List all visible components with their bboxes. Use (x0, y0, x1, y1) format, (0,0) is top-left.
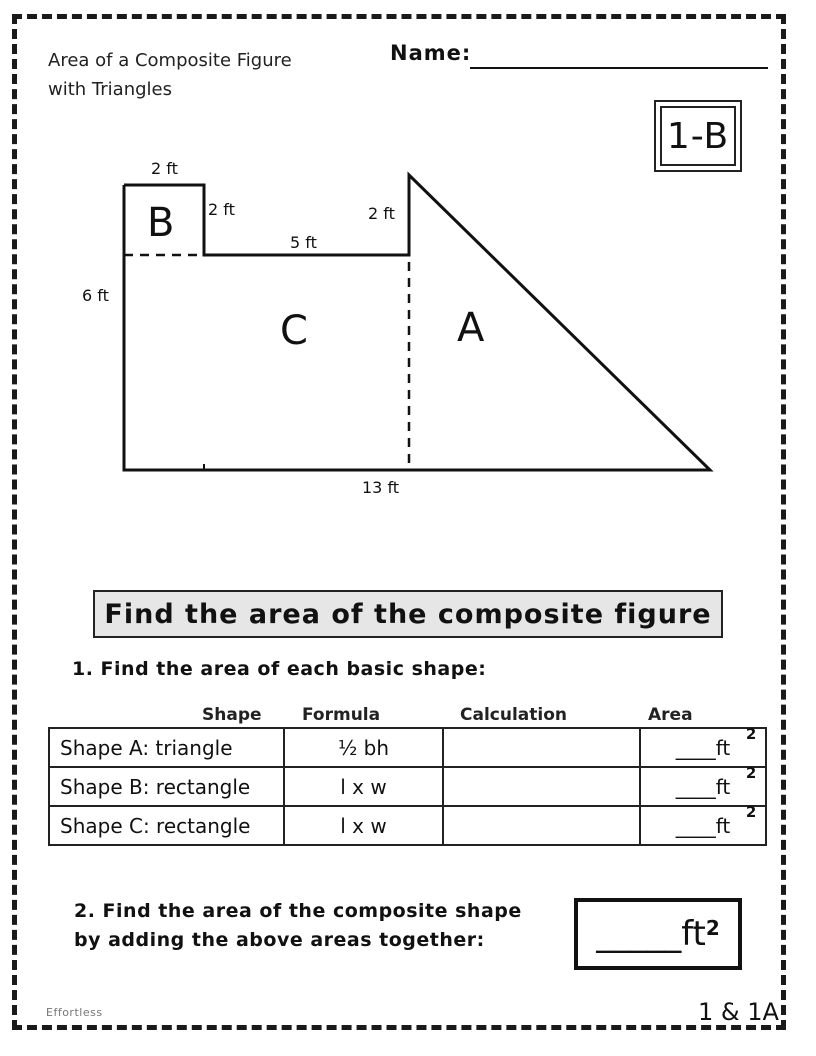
area-exponent: 2 (745, 724, 757, 743)
col-header-area: Area (648, 705, 693, 725)
name-label: Name: (390, 41, 472, 65)
shape-cell: Shape C: rectangle (49, 806, 284, 845)
area-blank: ____ft (675, 774, 731, 799)
shapes-table (48, 724, 767, 846)
table-row (49, 767, 766, 806)
col-header-shape: Shape (202, 705, 262, 725)
area-cell[interactable] (640, 763, 766, 806)
step-2-line-2: by adding the above areas together: (74, 929, 485, 951)
figure-outline (124, 175, 710, 470)
col-header-calculation: Calculation (460, 705, 567, 725)
formula-cell: l x w (284, 806, 443, 845)
step-1-text: 1. Find the area of each basic shape: (72, 658, 487, 680)
area-cell[interactable] (640, 724, 766, 767)
dim-b-right: 2 ft (208, 200, 235, 219)
formula-cell: l x w (284, 767, 443, 806)
footer-brand: Effortless (46, 1006, 103, 1019)
dim-left: 6 ft (82, 286, 109, 305)
shape-b-label: B (147, 200, 175, 246)
area-blank: ____ft (675, 813, 731, 838)
dim-a-left: 2 ft (368, 204, 395, 223)
footer-page-label: 1 & 1A (698, 998, 779, 1026)
dim-c-top: 5 ft (290, 233, 317, 252)
calculation-cell[interactable] (443, 767, 640, 806)
shape-cell: Shape B: rectangle (49, 767, 284, 806)
title-line-2: with Triangles (48, 79, 172, 100)
step-2-line-1: 2. Find the area of the composite shape (74, 900, 522, 922)
area-blank: ____ft (675, 735, 731, 760)
area-exponent: 2 (745, 802, 757, 821)
shape-cell: Shape A: triangle (49, 728, 284, 767)
total-area-blank: _____ft (596, 914, 706, 954)
table-row (49, 806, 766, 845)
total-area-exponent: 2 (705, 916, 720, 940)
col-header-formula: Formula (302, 705, 381, 725)
shape-a-label: A (457, 305, 485, 351)
area-exponent: 2 (745, 763, 757, 782)
area-cell[interactable] (640, 802, 766, 845)
table-row (49, 728, 766, 767)
calculation-cell[interactable] (443, 728, 640, 767)
version-label: 1-B (660, 106, 736, 166)
shape-c-label: C (280, 308, 308, 354)
title-line-1: Area of a Composite Figure (48, 50, 292, 71)
dim-bottom: 13 ft (362, 478, 400, 497)
calculation-cell[interactable] (443, 806, 640, 845)
instruction-banner: Find the area of the composite figure (93, 590, 723, 638)
dim-b-top: 2 ft (151, 159, 178, 178)
formula-cell: ½ bh (284, 728, 443, 767)
total-area-answer-box[interactable] (574, 898, 742, 970)
